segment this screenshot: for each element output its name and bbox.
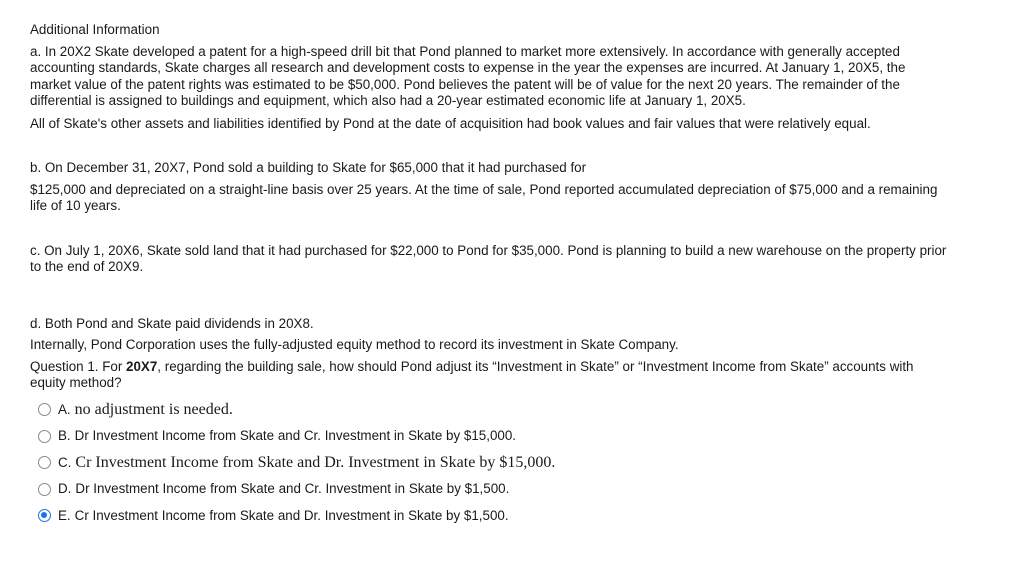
option-b[interactable]: [38, 423, 950, 450]
option-letter: E.: [58, 507, 71, 523]
option-letter: D.: [58, 481, 72, 496]
paragraph-d: d. Both Pond and Skate paid dividends in 20X8.: [30, 315, 314, 331]
question-suffix: , regarding the building sale, how should Pond adjust its “Investment in Skate” or “Investment Income from Skate” accounts with equity method?: [30, 358, 914, 390]
option-text: Cr Investment Income from Skate and Dr. Investment in Skate by $1,500.: [74, 507, 509, 523]
radio-button-selected-icon[interactable]: [38, 509, 51, 522]
option-e[interactable]: [38, 503, 950, 530]
option-d[interactable]: [38, 476, 950, 503]
option-a[interactable]: [38, 397, 950, 424]
option-letter: B.: [58, 428, 71, 443]
option-letter: C.: [58, 454, 72, 470]
paragraph-c: c. On July 1, 20X6, Skate sold land that it had purchased for $22,000 to Pond for $35,000. Pond is planning to build a new warehouse on the property prior to the end of 20X9.: [30, 242, 947, 274]
radio-button-icon[interactable]: [38, 483, 51, 496]
paragraph-b-line2: $125,000 and depreciated on a straight-line basis over 25 years. At the time of sale, Pond reported accumulated depreciation of $75,000 and a remaining life of 10 years.: [30, 181, 938, 213]
option-c[interactable]: [38, 450, 950, 477]
question-prefix: Question 1. For: [30, 358, 127, 374]
question-page: [30, 22, 950, 529]
radio-button-icon[interactable]: [38, 456, 51, 469]
question-year: 20X7: [126, 358, 158, 374]
option-text: no adjustment is needed.: [74, 400, 233, 418]
option-text: Dr Investment Income from Skate and Cr. Investment in Skate by $1,500.: [75, 481, 510, 496]
question-text: [30, 359, 950, 392]
section-heading: Additional Information: [30, 22, 160, 37]
option-text: Cr Investment Income from Skate and Dr. Investment in Skate by $15,000.: [75, 453, 556, 471]
paragraph-other-assets: All of Skate's other assets and liabilities identified by Pond at the date of acquisition had book values and fair values that were relatively equal.: [30, 115, 871, 131]
radio-button-icon[interactable]: [38, 403, 51, 416]
option-text: Dr Investment Income from Skate and Cr. Investment in Skate by $15,000.: [74, 428, 517, 443]
paragraph-internal: Internally, Pond Corporation uses the fully-adjusted equity method to record its investment in Skate Company.: [30, 337, 679, 352]
answer-options: [38, 397, 950, 530]
paragraph-b-line1: b. On December 31, 20X7, Pond sold a building to Skate for $65,000 that it had purchased for: [30, 160, 587, 175]
radio-button-icon[interactable]: [38, 430, 51, 443]
option-letter: A.: [58, 401, 71, 417]
paragraph-a: a. In 20X2 Skate developed a patent for a high-speed drill bit that Pond planned to market more extensively. In accordance with generally accepted accounting standards, Skate charges all research and development costs to expense in the year the expenses are incurred. At January 1, 20X5, the market value of the patent rights was estimated to be $50,000. Pond believes the patent will be of value for the next 20 years. The remainder of the differential is assigned to buildings and equipment, which also had a 20-year estimated economic life at January 1, 20X5.: [30, 43, 906, 108]
